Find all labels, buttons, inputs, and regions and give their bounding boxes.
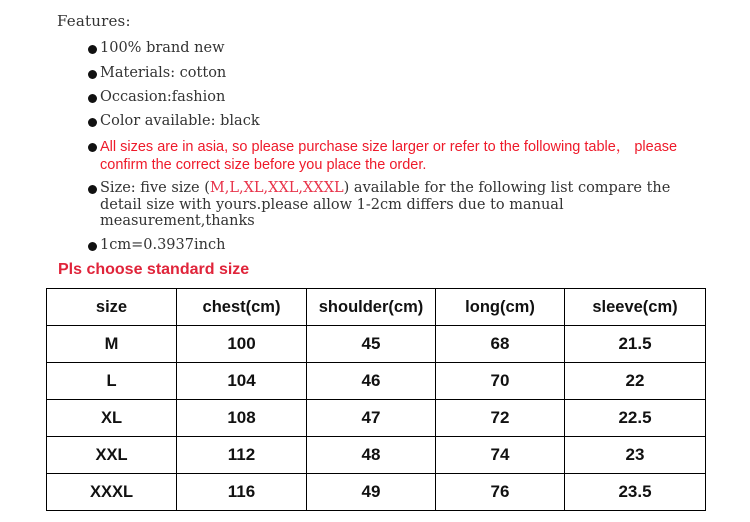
shoulder-cell: 47 (307, 400, 436, 437)
chest-cell: 116 (177, 474, 307, 511)
table-row (47, 437, 706, 474)
size-cell: XXXL (47, 474, 177, 511)
size-info-suffix: ) available for the following list compare the detail size with yours.please allow 1-2cm differs due to manual measurement,thanks (100, 180, 671, 229)
bullet-icon (88, 70, 97, 79)
chest-cell: 100 (177, 326, 307, 363)
feature-text: Occasion:fashion (100, 89, 226, 105)
column-header-sleeve: sleeve(cm) (565, 289, 706, 326)
long-cell: 76 (436, 474, 565, 511)
bullet-icon (88, 143, 97, 152)
sleeve-cell: 23 (565, 437, 706, 474)
table-row (47, 400, 706, 437)
chest-cell: 104 (177, 363, 307, 400)
long-cell: 70 (436, 363, 565, 400)
size-cell: M (47, 326, 177, 363)
size-chart-title: Pls choose standard size (58, 261, 250, 278)
bullet-icon (88, 45, 97, 54)
shoulder-cell: 46 (307, 363, 436, 400)
column-header-size: size (47, 289, 177, 326)
long-cell: 74 (436, 437, 565, 474)
feature-text: Color available: black (100, 113, 260, 129)
size-list-highlight: M,L,XL,XXL,XXXL (209, 180, 344, 196)
feature-item-materials (88, 65, 708, 82)
size-warning-text: All sizes are in asia, so please purchase size larger or refer to the following table， please confirm the correct size before you place the order. (100, 139, 678, 173)
column-header-chest: chest(cm) (177, 289, 307, 326)
size-cell: XXL (47, 437, 177, 474)
size-cell: L (47, 363, 177, 400)
table-row (47, 326, 706, 363)
sleeve-cell: 22.5 (565, 400, 706, 437)
features-heading: Features: (57, 12, 131, 30)
feature-item-brand-new (88, 40, 708, 57)
chest-cell: 112 (177, 437, 307, 474)
column-header-shoulder: shoulder(cm) (307, 289, 436, 326)
feature-item-size-info (88, 180, 708, 230)
sleeve-cell: 23.5 (565, 474, 706, 511)
shoulder-cell: 45 (307, 326, 436, 363)
sleeve-cell: 22 (565, 363, 706, 400)
feature-item-occasion (88, 89, 708, 106)
chest-cell: 108 (177, 400, 307, 437)
size-chart-table (46, 288, 706, 511)
size-info-prefix: Size: five size ( (100, 180, 210, 196)
feature-text: 1cm=0.3937inch (100, 237, 226, 253)
column-header-long: long(cm) (436, 289, 565, 326)
bullet-icon (88, 185, 97, 194)
shoulder-cell: 49 (307, 474, 436, 511)
feature-item-color (88, 113, 708, 130)
feature-item-conversion (88, 237, 708, 254)
bullet-icon (88, 242, 97, 251)
shoulder-cell: 48 (307, 437, 436, 474)
feature-text: Materials: cotton (100, 65, 227, 81)
sleeve-cell: 21.5 (565, 326, 706, 363)
feature-item-size-warning (88, 138, 708, 174)
long-cell: 68 (436, 326, 565, 363)
table-row (47, 363, 706, 400)
long-cell: 72 (436, 400, 565, 437)
bullet-icon (88, 94, 97, 103)
table-row (47, 474, 706, 511)
size-info-text (100, 180, 700, 230)
bullet-icon (88, 118, 97, 127)
size-cell: XL (47, 400, 177, 437)
table-header-row (47, 289, 706, 326)
feature-text: 100% brand new (100, 40, 225, 56)
